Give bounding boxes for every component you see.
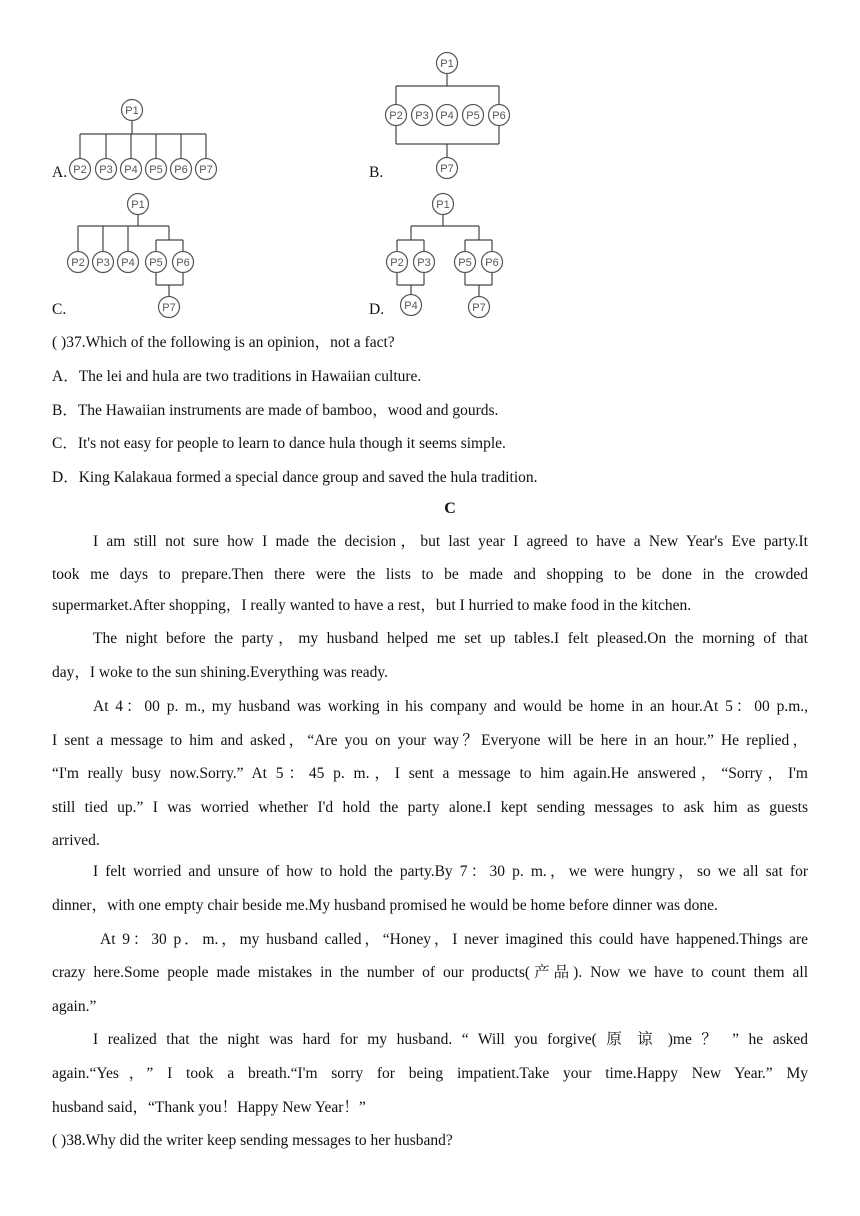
node-p1	[128, 194, 149, 215]
node-p6	[482, 252, 503, 273]
node-p7	[196, 159, 217, 180]
node-p1	[122, 100, 143, 121]
svg-text:P3: P3	[415, 110, 429, 122]
node-p2	[70, 159, 91, 180]
svg-text:P7: P7	[440, 163, 454, 175]
node-p1	[437, 53, 458, 74]
passage-line: again.”	[52, 998, 97, 1015]
node-p6	[173, 252, 194, 273]
node-p6	[489, 105, 510, 126]
node-p7	[469, 297, 490, 318]
passage-line: day，I woke to the sun shining.Everything was ready.	[52, 664, 389, 681]
q37-option-a: A．The lei and hula are two traditions in Hawaiian culture.	[52, 368, 422, 385]
passage-line: supermarket.After shopping，I really wanted to have a rest，but I hurried to make food in the kitchen.	[52, 597, 692, 614]
passage-line: crazy here.Some people made mistakes in the number of our products(产品). Now we have to count them all	[52, 964, 808, 981]
svg-text:P6: P6	[485, 257, 499, 269]
svg-text:P7: P7	[162, 302, 176, 314]
node-p5	[146, 159, 167, 180]
passage-line: At 9：30 p．m.，my husband called，“Honey，I never imagined this could have happened.Things are	[100, 931, 808, 948]
svg-text:P4: P4	[404, 300, 418, 312]
svg-text:P6: P6	[174, 164, 188, 176]
passage-line: again.“Yes，” I took a breath.“I'm sorry for being impatient.Take your time.Happy New Year.” My	[52, 1065, 808, 1082]
node-p3	[93, 252, 114, 273]
option-d-label: D.	[369, 301, 385, 318]
passage-line: At 4：00 p. m., my husband was working in his company and would be home in an hour.At 5：00 p.m.,	[93, 698, 808, 715]
svg-text:P6: P6	[176, 257, 190, 269]
node-p4	[118, 252, 139, 273]
passage-line: I realized that the night was hard for my husband. “ Will you forgive( 原 谅 )me ？ ” he asked	[93, 1031, 808, 1048]
svg-text:P1: P1	[131, 199, 145, 211]
svg-text:P2: P2	[390, 257, 404, 269]
node-p4	[437, 105, 458, 126]
passage-line: took me days to prepare.Then there were the lists to be made and shopping to be done in the crowded	[52, 566, 808, 583]
passage-line: still tied up.” I was worried whether I'd hold the party alone.I kept sending messages to ask him as guests	[52, 799, 808, 816]
passage-line: The night before the party，my husband helped me set up tables.I felt pleased.On the morning of that	[93, 630, 808, 647]
option-a-label: A.	[52, 164, 68, 181]
node-p5	[146, 252, 167, 273]
svg-text:P7: P7	[199, 164, 213, 176]
svg-text:P4: P4	[440, 110, 454, 122]
svg-text:P1: P1	[440, 58, 454, 70]
diagram-option-b	[383, 50, 513, 182]
passage-line: husband said，“Thank you！Happy New Year！”	[52, 1099, 366, 1116]
svg-text:P3: P3	[99, 164, 113, 176]
option-c-label: C.	[52, 301, 67, 318]
svg-text:P1: P1	[436, 199, 450, 211]
q37-option-c: C．It's not easy for people to learn to dance hula though it seems simple.	[52, 435, 506, 452]
q37-option-b: B．The Hawaiian instruments are made of bamboo，wood and gourds.	[52, 402, 499, 419]
svg-text:P6: P6	[492, 110, 506, 122]
passage-line: I sent a message to him and asked，“Are you on your way？Everyone will be here in an hour.” He replied，	[52, 732, 808, 749]
svg-text:P4: P4	[124, 164, 138, 176]
svg-text:P1: P1	[125, 105, 139, 117]
svg-text:P4: P4	[121, 257, 135, 269]
question-37: ( )37.Which of the following is an opinion，not a fact?	[52, 334, 395, 351]
node-p4	[401, 295, 422, 316]
svg-text:P5: P5	[149, 164, 163, 176]
passage-line: I am still not sure how I made the decision，but last year I agreed to have a New Year's Eve party.It	[93, 533, 808, 550]
diagram-option-d	[383, 192, 508, 320]
svg-text:P2: P2	[73, 164, 87, 176]
svg-text:P7: P7	[472, 302, 486, 314]
node-p2	[386, 105, 407, 126]
q37-option-d: D．King Kalakaua formed a special dance group and saved the hula tradition.	[52, 469, 538, 486]
svg-text:P2: P2	[389, 110, 403, 122]
svg-text:P5: P5	[458, 257, 472, 269]
svg-text:P2: P2	[71, 257, 85, 269]
svg-text:P3: P3	[96, 257, 110, 269]
diagram-option-a	[68, 98, 218, 184]
node-p2	[68, 252, 89, 273]
node-p6	[171, 159, 192, 180]
passage-line: arrived.	[52, 832, 100, 849]
passage-line: “I'm really busy now.Sorry.” At 5：45 p. m.，I sent a message to him again.He answered，“Sorry，I'm	[52, 765, 808, 782]
passage-line: dinner，with one empty chair beside me.My husband promised he would be home before dinner was done.	[52, 897, 718, 914]
option-b-label: B.	[369, 164, 384, 181]
node-p7	[437, 158, 458, 179]
svg-text:P5: P5	[466, 110, 480, 122]
node-p3	[414, 252, 435, 273]
svg-text:P3: P3	[417, 257, 431, 269]
node-p3	[412, 105, 433, 126]
question-38: ( )38.Why did the writer keep sending messages to her husband?	[52, 1132, 453, 1149]
node-p2	[387, 252, 408, 273]
node-p1	[433, 194, 454, 215]
node-p7	[159, 297, 180, 318]
node-p5	[463, 105, 484, 126]
node-p4	[121, 159, 142, 180]
diagram-option-c	[64, 192, 204, 320]
node-p3	[96, 159, 117, 180]
node-p5	[455, 252, 476, 273]
section-title: C	[444, 500, 456, 517]
svg-text:P5: P5	[149, 257, 163, 269]
passage-line: I felt worried and unsure of how to hold the party.By 7：30 p. m.，we were hungry，so we all sat for	[93, 863, 808, 880]
